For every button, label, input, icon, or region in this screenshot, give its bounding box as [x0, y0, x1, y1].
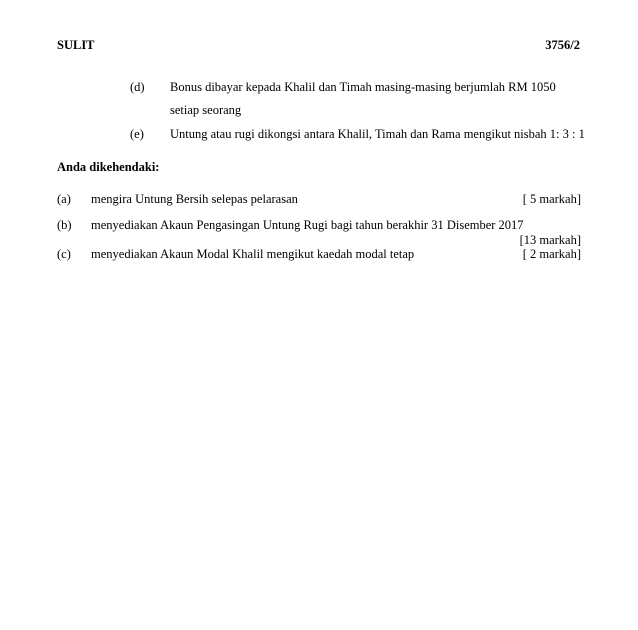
task-c-text: menyediakan Akaun Modal Khalil mengikut kaedah modal tetap	[91, 247, 415, 261]
task-c-label: (c)	[57, 247, 71, 261]
item-e-label: (e)	[130, 127, 144, 141]
task-a-label: (a)	[57, 192, 71, 206]
task-b-label: (b)	[57, 218, 72, 232]
task-c-marks: [ 2 markah]	[522, 247, 581, 261]
item-d-text-line1: Bonus dibayar kepada Khalil dan Timah masing-masing berjumlah RM 1050	[170, 80, 556, 94]
task-b-marks: [13 markah]	[519, 233, 581, 247]
task-b-text: menyediakan Akaun Pengasingan Untung Rugi bagi tahun berakhir 31 Disember 2017	[91, 218, 524, 232]
item-e-text: Untung atau rugi dikongsi antara Khalil, Timah dan Rama mengikut nisbah 1: 3 : 1	[170, 127, 585, 141]
header-right: 3756/2	[545, 38, 580, 52]
required-heading: Anda dikehendaki:	[57, 160, 160, 174]
item-d-text-line2: setiap seorang	[170, 103, 242, 117]
task-a-marks: [ 5 markah]	[522, 192, 581, 206]
header-left: SULIT	[57, 38, 95, 52]
item-d-label: (d)	[130, 80, 145, 94]
task-a-text: mengira Untung Bersih selepas pelarasan	[91, 192, 298, 206]
